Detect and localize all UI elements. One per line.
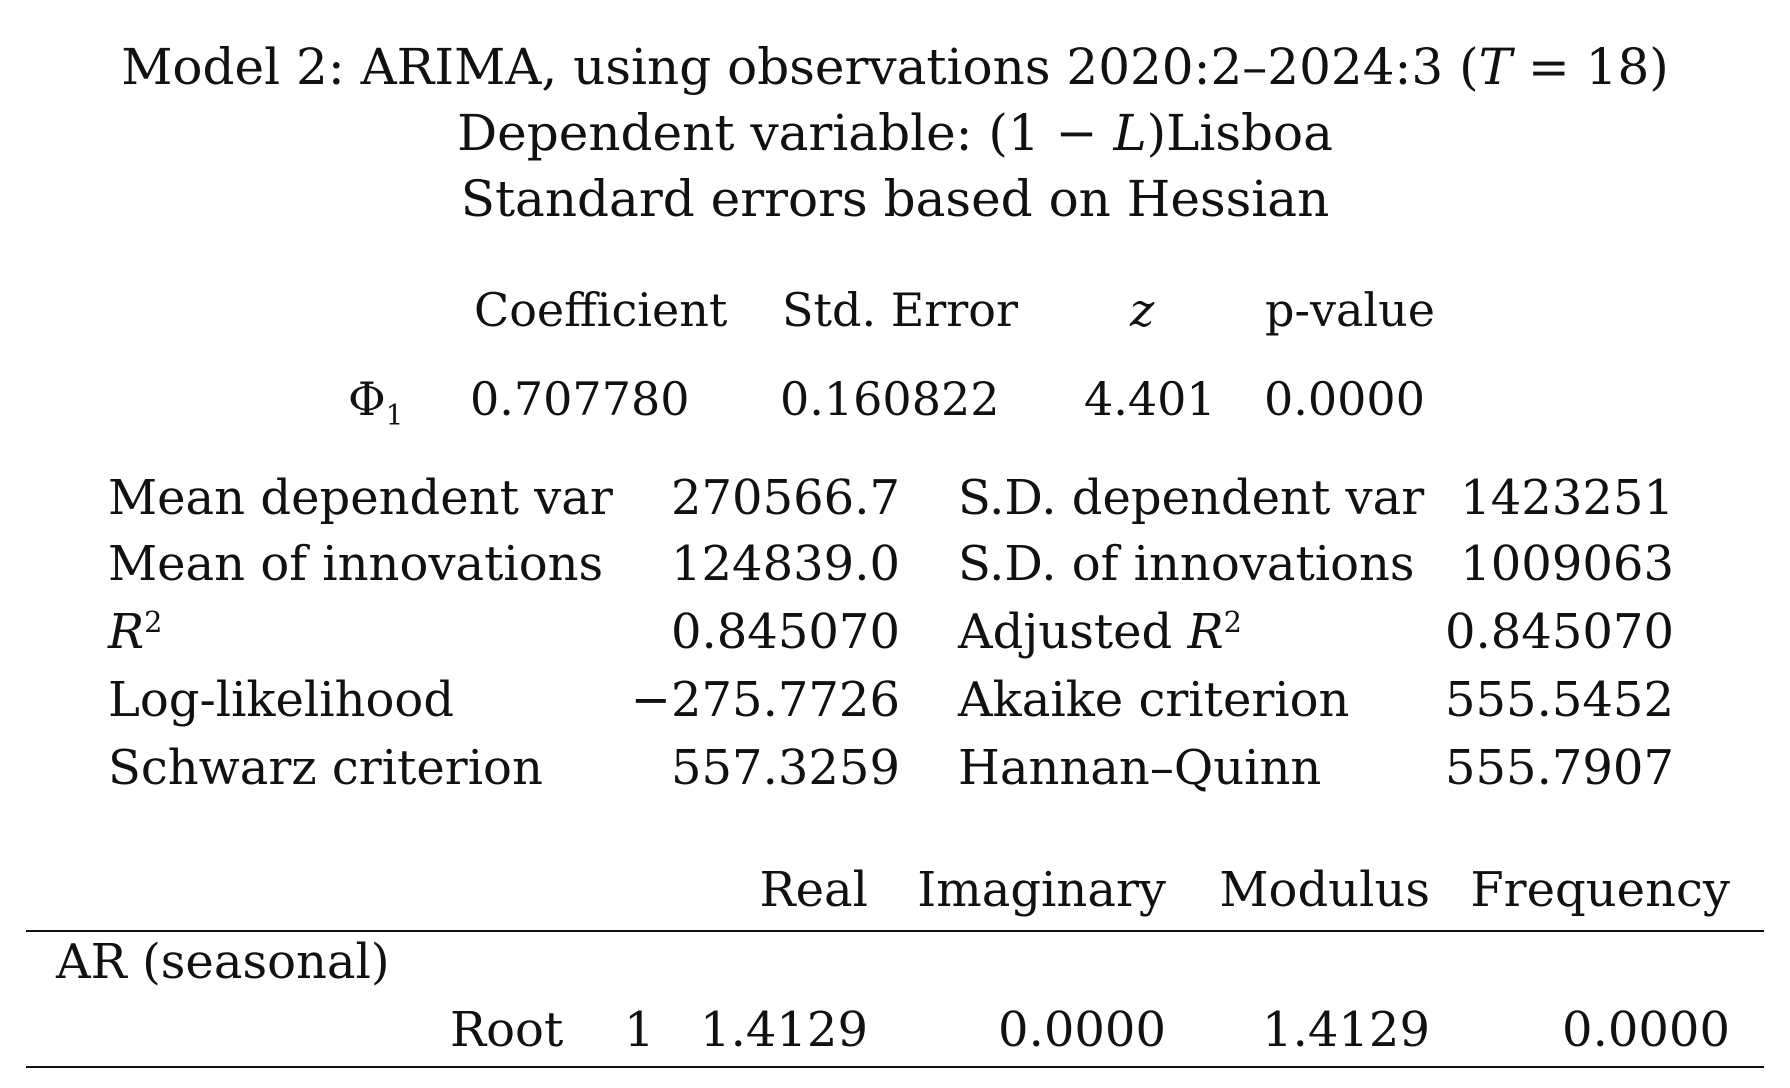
root-label: Root xyxy=(450,1002,564,1058)
stat-label-mean-dependent: Mean dependent var xyxy=(108,470,613,526)
stat-label-sd-innovations: S.D. of innovations xyxy=(958,536,1415,592)
root-modulus: 1.4129 xyxy=(1262,1002,1430,1058)
stat-value-mean-innovations: 124839.0 xyxy=(670,536,900,592)
stat-label-akaike: Akaike criterion xyxy=(958,672,1350,728)
stat-value-hannan-quinn: 555.7907 xyxy=(1444,740,1674,796)
stat-label-log-likelihood: Log-likelihood xyxy=(108,672,455,728)
root-index: 1 xyxy=(624,1002,655,1058)
model-title-suffix: = 18) xyxy=(1511,38,1669,96)
roots-header-modulus: Modulus xyxy=(1219,862,1430,918)
phi-subscript: 1 xyxy=(385,398,404,432)
stat-label-hannan-quinn: Hannan–Quinn xyxy=(958,740,1322,796)
phi-symbol: Φ xyxy=(348,372,386,426)
root-real: 1.4129 xyxy=(700,1002,868,1058)
stat-label-adjusted-r-squared xyxy=(958,604,1242,660)
stat-value-sd-innovations: 1009063 xyxy=(1460,536,1674,592)
coef-header-std-error: Std. Error xyxy=(782,283,1018,337)
coef-value: 0.707780 xyxy=(470,372,690,426)
stat-label-mean-innovations: Mean of innovations xyxy=(108,536,604,592)
p-value: 0.0000 xyxy=(1264,372,1425,426)
stat-value-schwarz: 557.3259 xyxy=(670,740,900,796)
adjusted-r-symbol: R xyxy=(1187,604,1224,660)
roots-header-real: Real xyxy=(759,862,868,918)
stat-value-sd-dependent: 1423251 xyxy=(1460,470,1674,526)
r-symbol: R xyxy=(108,604,145,660)
adjusted-r-squared-sup: 2 xyxy=(1223,605,1242,640)
stat-value-log-likelihood: −275.7726 xyxy=(630,672,900,728)
coef-header-p-value: p-value xyxy=(1265,283,1435,337)
model-title xyxy=(0,38,1790,96)
coef-header-coefficient: Coefficient xyxy=(474,283,728,337)
roots-top-rule xyxy=(26,930,1764,932)
stat-value-adjusted-r-squared: 0.845070 xyxy=(1444,604,1674,660)
coef-row-name xyxy=(348,372,404,432)
stat-value-akaike: 555.5452 xyxy=(1444,672,1674,728)
model-title-prefix: Model 2: ARIMA, using observations 2020:2–2024:3 ( xyxy=(121,38,1479,96)
z-value: 4.401 xyxy=(1084,372,1216,426)
stat-label-r-squared xyxy=(108,604,163,660)
r-squared-sup: 2 xyxy=(144,605,163,640)
root-imaginary: 0.0000 xyxy=(998,1002,1166,1058)
stat-label-schwarz: Schwarz criterion xyxy=(108,740,543,796)
stat-label-sd-dependent: S.D. dependent var xyxy=(958,470,1425,526)
coef-header-z: z xyxy=(1130,283,1155,337)
roots-header-frequency: Frequency xyxy=(1470,862,1730,918)
roots-bottom-rule xyxy=(26,1066,1764,1068)
dependent-variable-line xyxy=(0,104,1790,162)
stat-value-mean-dependent: 270566.7 xyxy=(670,470,900,526)
dependent-suffix: )Lisboa xyxy=(1146,104,1333,162)
dependent-L: L xyxy=(1113,104,1147,162)
model-title-T: T xyxy=(1478,38,1512,96)
adjusted-text: Adjusted xyxy=(958,604,1188,660)
root-frequency: 0.0000 xyxy=(1562,1002,1730,1058)
standard-errors-note: Standard errors based on Hessian xyxy=(460,170,1330,228)
roots-section-label: AR (seasonal) xyxy=(56,934,390,990)
stat-value-r-squared: 0.845070 xyxy=(670,604,900,660)
std-error-value: 0.160822 xyxy=(780,372,1000,426)
dependent-prefix: Dependent variable: (1 − xyxy=(457,104,1114,162)
roots-header-imaginary: Imaginary xyxy=(917,862,1166,918)
